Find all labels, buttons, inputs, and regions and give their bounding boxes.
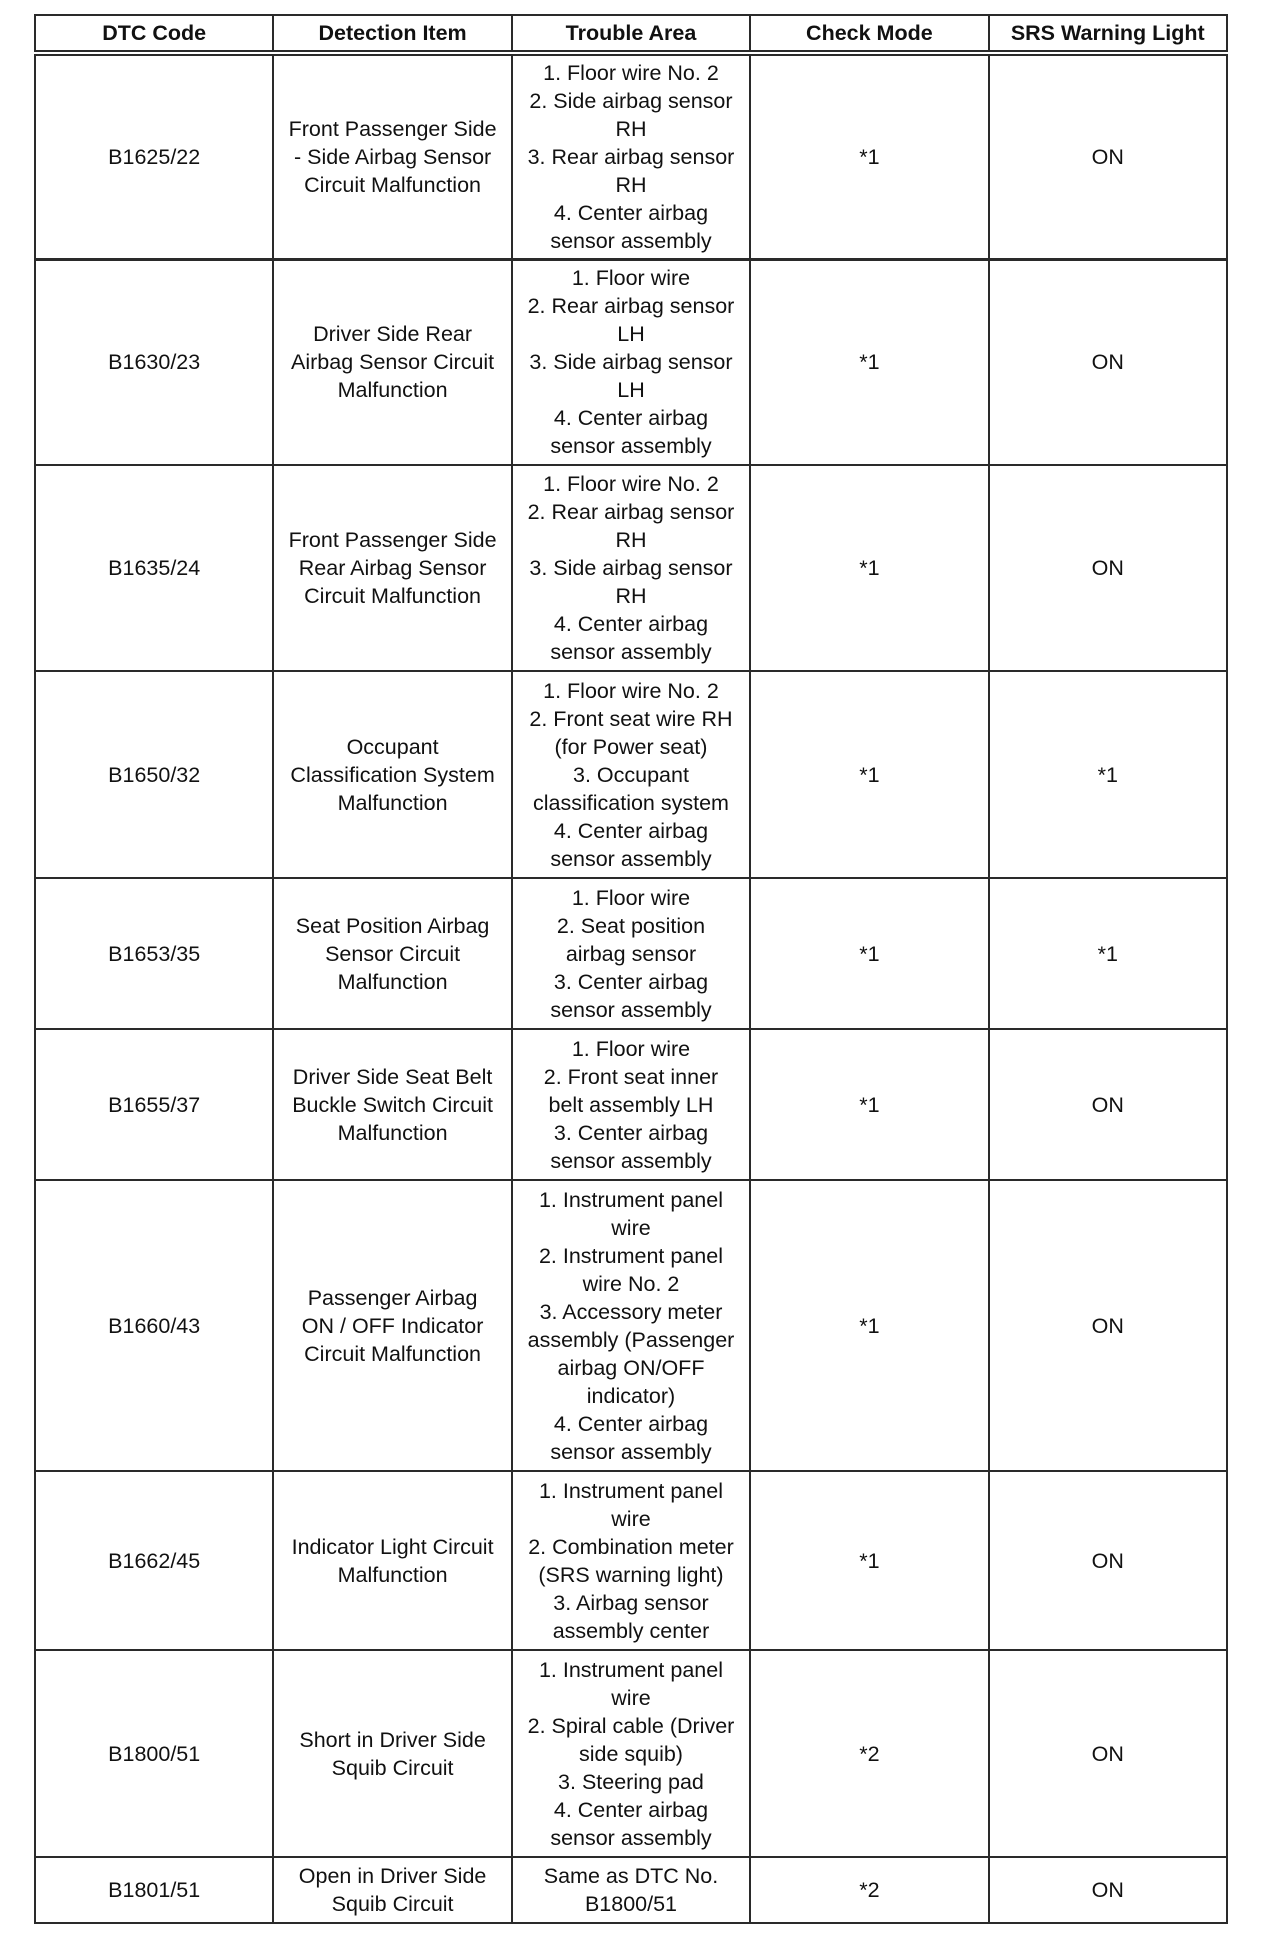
- table-row: [35, 1029, 1227, 1180]
- srs-warning-light-cell: ON: [989, 1650, 1227, 1857]
- table-row: [35, 1857, 1227, 1923]
- detection-item-cell: Driver Side Rear Airbag Sensor Circuit Malfunction: [273, 259, 511, 465]
- check-mode-cell: *1: [750, 878, 988, 1029]
- srs-warning-light-cell: ON: [989, 259, 1227, 465]
- dtc-table: [34, 14, 1228, 1924]
- table-row: [35, 259, 1227, 465]
- header-check-mode: Check Mode: [750, 15, 988, 53]
- trouble-area-cell: 1. Instrument panel wire 2. Instrument panel wire No. 2 3. Accessory meter assembly (Passenger airbag ON/OFF indicator) 4. Center airbag sensor assembly: [512, 1180, 750, 1471]
- table-row: [35, 1180, 1227, 1471]
- dtc-code-cell: B1662/45: [35, 1471, 273, 1650]
- dtc-code-cell: B1650/32: [35, 671, 273, 878]
- dtc-code-cell: B1801/51: [35, 1857, 273, 1923]
- header-detection-item: Detection Item: [273, 15, 511, 53]
- srs-warning-light-cell: ON: [989, 465, 1227, 671]
- detection-item-cell: Front Passenger Side - Side Airbag Sensor Circuit Malfunction: [273, 53, 511, 259]
- table-row: [35, 53, 1227, 259]
- detection-item-cell: Indicator Light Circuit Malfunction: [273, 1471, 511, 1650]
- dtc-code-cell: B1660/43: [35, 1180, 273, 1471]
- header-dtc-code: DTC Code: [35, 15, 273, 53]
- trouble-area-cell: 1. Floor wire 2. Front seat inner belt assembly LH 3. Center airbag sensor assembly: [512, 1029, 750, 1180]
- trouble-area-cell: 1. Floor wire 2. Rear airbag sensor LH 3. Side airbag sensor LH 4. Center airbag sensor assembly: [512, 259, 750, 465]
- check-mode-cell: *1: [750, 671, 988, 878]
- srs-warning-light-cell: ON: [989, 1471, 1227, 1650]
- header-trouble-area: Trouble Area: [512, 15, 750, 53]
- dtc-code-cell: B1635/24: [35, 465, 273, 671]
- srs-warning-light-cell: ON: [989, 1029, 1227, 1180]
- table-row: [35, 671, 1227, 878]
- check-mode-cell: *2: [750, 1857, 988, 1923]
- dtc-code-cell: B1630/23: [35, 259, 273, 465]
- detection-item-cell: Open in Driver Side Squib Circuit: [273, 1857, 511, 1923]
- check-mode-cell: *2: [750, 1650, 988, 1857]
- trouble-area-cell: 1. Floor wire 2. Seat position airbag sensor 3. Center airbag sensor assembly: [512, 878, 750, 1029]
- trouble-area-cell: 1. Floor wire No. 2 2. Front seat wire RH (for Power seat) 3. Occupant classification system 4. Center airbag sensor assembly: [512, 671, 750, 878]
- detection-item-cell: Occupant Classification System Malfunction: [273, 671, 511, 878]
- check-mode-cell: *1: [750, 1180, 988, 1471]
- trouble-area-cell: 1. Floor wire No. 2 2. Side airbag sensor RH 3. Rear airbag sensor RH 4. Center airbag sensor assembly: [512, 53, 750, 259]
- detection-item-cell: Seat Position Airbag Sensor Circuit Malfunction: [273, 878, 511, 1029]
- srs-warning-light-cell: ON: [989, 1857, 1227, 1923]
- table-row: [35, 465, 1227, 671]
- srs-warning-light-cell: *1: [989, 671, 1227, 878]
- dtc-code-cell: B1800/51: [35, 1650, 273, 1857]
- table-row: [35, 1650, 1227, 1857]
- dtc-code-cell: B1655/37: [35, 1029, 273, 1180]
- detection-item-cell: Front Passenger Side Rear Airbag Sensor Circuit Malfunction: [273, 465, 511, 671]
- check-mode-cell: *1: [750, 465, 988, 671]
- trouble-area-cell: 1. Instrument panel wire 2. Combination meter (SRS warning light) 3. Airbag sensor assembly center: [512, 1471, 750, 1650]
- check-mode-cell: *1: [750, 1029, 988, 1180]
- srs-warning-light-cell: ON: [989, 53, 1227, 259]
- table-row: [35, 1471, 1227, 1650]
- trouble-area-cell: 1. Instrument panel wire 2. Spiral cable (Driver side squib) 3. Steering pad 4. Center airbag sensor assembly: [512, 1650, 750, 1857]
- dtc-code-cell: B1653/35: [35, 878, 273, 1029]
- check-mode-cell: *1: [750, 1471, 988, 1650]
- srs-warning-light-cell: ON: [989, 1180, 1227, 1471]
- check-mode-cell: *1: [750, 259, 988, 465]
- detection-item-cell: Driver Side Seat Belt Buckle Switch Circuit Malfunction: [273, 1029, 511, 1180]
- header-srs-warning-light: SRS Warning Light: [989, 15, 1227, 53]
- detection-item-cell: Passenger Airbag ON / OFF Indicator Circuit Malfunction: [273, 1180, 511, 1471]
- dtc-code-cell: B1625/22: [35, 53, 273, 259]
- trouble-area-cell: 1. Floor wire No. 2 2. Rear airbag sensor RH 3. Side airbag sensor RH 4. Center airbag sensor assembly: [512, 465, 750, 671]
- header-row: [35, 15, 1227, 53]
- check-mode-cell: *1: [750, 53, 988, 259]
- srs-warning-light-cell: *1: [989, 878, 1227, 1029]
- detection-item-cell: Short in Driver Side Squib Circuit: [273, 1650, 511, 1857]
- trouble-area-cell: Same as DTC No. B1800/51: [512, 1857, 750, 1923]
- table-row: [35, 878, 1227, 1029]
